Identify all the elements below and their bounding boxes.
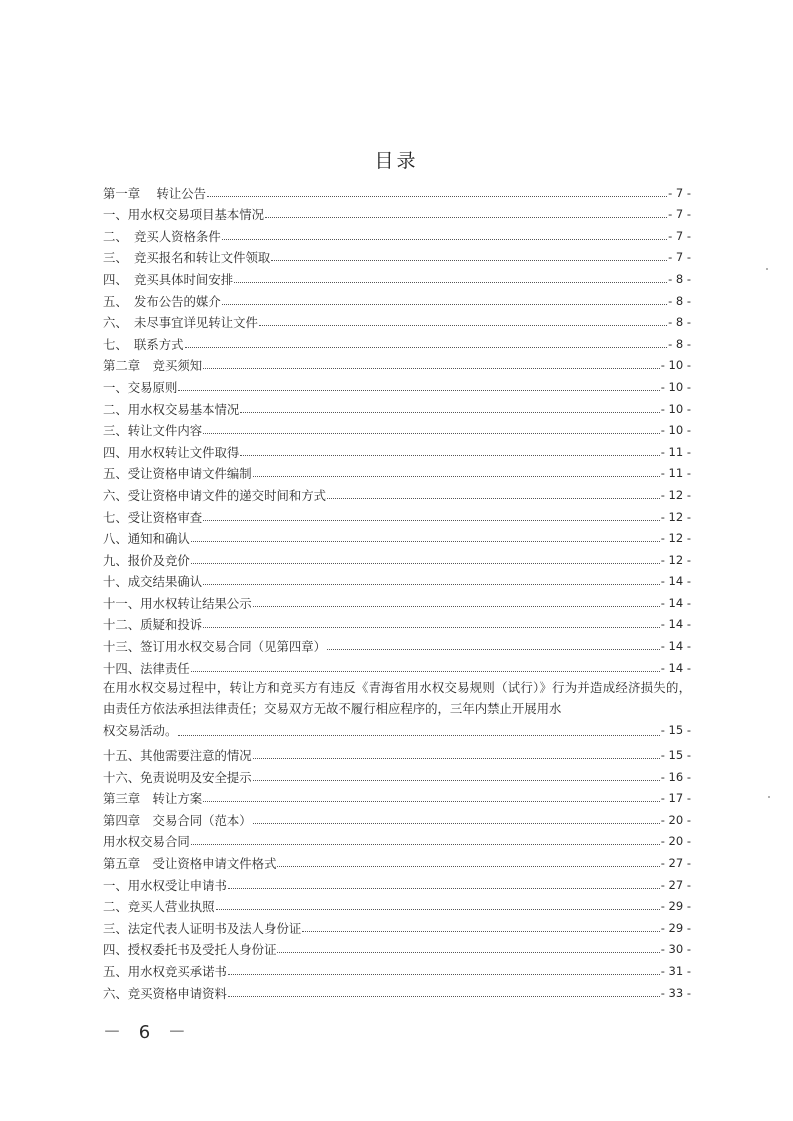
toc-entry-label: 三、 竞买报名和转让文件领取 bbox=[103, 250, 271, 266]
toc-entry-label: 十一、用水权转让结果公示 bbox=[103, 595, 252, 611]
leader-dots bbox=[271, 260, 667, 261]
leader-dots bbox=[277, 952, 659, 953]
toc-entry[interactable] bbox=[103, 373, 691, 395]
toc-entry[interactable] bbox=[103, 179, 691, 201]
paragraph-tail: 权交易活动。 bbox=[103, 722, 178, 738]
toc-entry-page: - 7 - bbox=[668, 207, 691, 222]
toc-entry-page: - 14 - bbox=[660, 574, 691, 589]
leader-dots bbox=[253, 606, 660, 607]
leader-dots bbox=[222, 304, 667, 305]
toc-entry[interactable] bbox=[103, 741, 691, 763]
leader-dots bbox=[191, 671, 660, 672]
leader-dots bbox=[203, 627, 660, 628]
leader-dots bbox=[178, 390, 659, 391]
toc-entry[interactable] bbox=[103, 979, 691, 1001]
leader-dots bbox=[253, 823, 660, 824]
toc-entry-page: - 8 - bbox=[668, 315, 691, 330]
toc-entry-label: 一、用水权受让申请书 bbox=[103, 877, 227, 893]
toc-entry[interactable] bbox=[103, 330, 691, 352]
toc-entry-label: 二、用水权交易基本情况 bbox=[103, 401, 240, 417]
toc-entry-label: 六、竞买资格申请资料 bbox=[103, 985, 227, 1001]
toc-entry-page: - 27 - bbox=[660, 856, 691, 870]
paragraph-text: 在用水权交易过程中，转让方和竞买方有违反《青海省用水权交易规则（试行）》行为并造成经济损失的，由责任方依法承担法律责任；交易双方无故不履行相应程序的，三年内禁止开展用水 bbox=[103, 679, 691, 717]
toc-entry-label: 十六、免责说明及安全提示 bbox=[103, 769, 252, 785]
toc-entry[interactable] bbox=[103, 914, 691, 936]
toc-entry[interactable] bbox=[103, 546, 691, 568]
toc-entry-label: 十二、质疑和投诉 bbox=[103, 617, 203, 633]
toc-entry-label: 五、受让资格申请文件编制 bbox=[103, 466, 252, 482]
toc-entry[interactable] bbox=[103, 222, 691, 244]
leader-dots bbox=[207, 196, 667, 197]
toc-entry[interactable] bbox=[103, 438, 691, 460]
toc-entry-page: - 27 - bbox=[660, 877, 691, 892]
toc-entry-label: 七、 联系方式 bbox=[103, 336, 184, 352]
leader-dots bbox=[203, 520, 660, 521]
toc-entry[interactable] bbox=[103, 957, 691, 979]
toc-entry-page: - 20 - bbox=[660, 834, 691, 849]
toc-entry[interactable] bbox=[103, 503, 691, 525]
leader-dots bbox=[253, 476, 660, 477]
toc-entry-label: 七、受让资格审查 bbox=[103, 509, 203, 525]
toc-entry-page: - 12 - bbox=[660, 552, 691, 567]
leader-dots bbox=[327, 649, 660, 650]
toc-entry[interactable] bbox=[103, 806, 691, 828]
toc-entry-label: 二、竞买人营业执照 bbox=[103, 899, 215, 915]
toc-entry-label: 八、通知和确认 bbox=[103, 531, 190, 547]
toc-entry-page: - 12 - bbox=[660, 531, 691, 546]
toc-entry[interactable] bbox=[103, 632, 691, 654]
toc-entry-label: 六、 未尽事宜详见转让文件 bbox=[103, 315, 258, 331]
leader-dots bbox=[302, 931, 660, 932]
toc-entry[interactable] bbox=[103, 481, 691, 503]
toc-entry[interactable] bbox=[103, 654, 691, 676]
toc-entry-label: 第四章 交易合同（范本） bbox=[103, 812, 252, 828]
leader-dots bbox=[265, 217, 667, 218]
toc-entry-page: - 8 - bbox=[668, 271, 691, 286]
toc-entry-page: - 17 - bbox=[660, 791, 691, 806]
toc-entry-label: 一、交易原则 bbox=[103, 379, 178, 395]
toc-entry-label: 六、受让资格申请文件的递交时间和方式 bbox=[103, 487, 327, 503]
leader-dots bbox=[191, 541, 660, 542]
leader-dots bbox=[253, 758, 660, 759]
table-of-contents bbox=[103, 179, 691, 1001]
toc-entry-label: 五、 发布公告的媒介 bbox=[103, 293, 221, 309]
toc-entry[interactable] bbox=[103, 287, 691, 309]
toc-entry-label: 十五、其他需要注意的情况 bbox=[103, 748, 252, 764]
leader-dots bbox=[203, 368, 660, 369]
toc-entry-page: - 31 - bbox=[660, 963, 691, 978]
toc-entry-label: 五、用水权竞买承诺书 bbox=[103, 963, 227, 979]
toc-entry[interactable] bbox=[103, 936, 691, 958]
toc-entry-label: 第二章 竞买须知 bbox=[103, 358, 203, 374]
leader-dots bbox=[185, 347, 668, 348]
toc-entry-page: - 10 - bbox=[660, 401, 691, 416]
toc-entry[interactable] bbox=[103, 460, 691, 482]
toc-entry[interactable] bbox=[103, 265, 691, 287]
scan-speck bbox=[768, 796, 770, 798]
toc-entry-page: - 33 - bbox=[660, 985, 691, 1000]
leader-dots bbox=[277, 866, 659, 867]
toc-entry[interactable] bbox=[103, 763, 691, 785]
toc-entry-page: - 12 - bbox=[660, 487, 691, 502]
toc-entry-label: 用水权交易合同 bbox=[103, 834, 190, 850]
toc-entry-label: 四、授权委托书及受托人身份证 bbox=[103, 942, 277, 958]
toc-entry[interactable] bbox=[103, 785, 691, 807]
toc-entry-label: 二、 竞买人资格条件 bbox=[103, 228, 221, 244]
leader-dots bbox=[203, 584, 660, 585]
toc-entry-label: 十、成交结果确认 bbox=[103, 574, 203, 590]
toc-entry[interactable] bbox=[103, 568, 691, 590]
toc-entry[interactable] bbox=[103, 525, 691, 547]
toc-entry[interactable] bbox=[103, 589, 691, 611]
toc-entry-page: - 14 - bbox=[660, 617, 691, 632]
toc-entry-page: - 29 - bbox=[660, 899, 691, 914]
toc-entry-page: - 29 - bbox=[660, 920, 691, 935]
toc-entry[interactable] bbox=[103, 352, 691, 374]
leader-dots bbox=[222, 239, 667, 240]
toc-entry[interactable] bbox=[103, 201, 691, 223]
toc-entry-page: - 14 - bbox=[660, 595, 691, 610]
leader-dots bbox=[216, 909, 660, 910]
toc-entry-page: - 16 - bbox=[660, 769, 691, 784]
leader-dots bbox=[178, 735, 659, 736]
toc-entry-page: - 20 - bbox=[660, 812, 691, 827]
scan-speck bbox=[766, 268, 768, 270]
toc-entry-page: - 10 - bbox=[660, 423, 691, 438]
toc-entry-page: - 14 - bbox=[660, 639, 691, 654]
leader-dots bbox=[228, 974, 660, 975]
page-title: 目录 bbox=[374, 150, 419, 172]
leader-dots bbox=[203, 433, 660, 434]
leader-dots bbox=[259, 325, 667, 326]
leader-dots bbox=[253, 780, 660, 781]
toc-entry-page: - 8 - bbox=[668, 293, 691, 308]
leader-dots bbox=[240, 412, 659, 413]
toc-entry-label: 第三章 转让方案 bbox=[103, 791, 203, 807]
toc-entry-label: 三、法定代表人证明书及法人身份证 bbox=[103, 920, 302, 936]
paragraph-page-number: - 15 - bbox=[660, 722, 691, 737]
toc-entry-page: - 15 - bbox=[660, 748, 691, 763]
toc-entry-label: 四、用水权转让文件取得 bbox=[103, 444, 240, 460]
toc-entry-label: 十三、签订用水权交易合同（见第四章） bbox=[103, 639, 327, 655]
toc-entry-page: - 7 - bbox=[668, 250, 691, 265]
toc-entry-page: - 30 - bbox=[660, 942, 691, 957]
toc-entry-page: - 11 - bbox=[660, 444, 691, 459]
toc-entry[interactable] bbox=[103, 828, 691, 850]
toc-entry[interactable] bbox=[103, 611, 691, 633]
leader-dots bbox=[191, 844, 660, 845]
toc-entry-label: 九、报价及竞价 bbox=[103, 552, 190, 568]
toc-entry[interactable] bbox=[103, 417, 691, 439]
toc-entry-page: - 10 - bbox=[660, 358, 691, 373]
leader-dots bbox=[191, 563, 660, 564]
toc-entry[interactable] bbox=[103, 244, 691, 266]
toc-entry-label: 一、用水权交易项目基本情况 bbox=[103, 207, 265, 223]
toc-paragraph-entry bbox=[103, 676, 691, 742]
page-number: － 6 － bbox=[103, 1022, 192, 1043]
toc-entry-page: - 12 - bbox=[660, 509, 691, 524]
toc-entry-page: - 10 - bbox=[660, 379, 691, 394]
toc-entry-label: 第一章 转让公告 bbox=[103, 185, 207, 201]
toc-entry[interactable] bbox=[103, 309, 691, 331]
toc-entry-label: 第五章 受让资格申请文件格式 bbox=[103, 856, 277, 871]
toc-entry-page: - 14 - bbox=[660, 660, 691, 675]
toc-entry-page: - 7 - bbox=[668, 228, 691, 243]
leader-dots bbox=[240, 455, 659, 456]
leader-dots bbox=[234, 282, 667, 283]
leader-dots bbox=[228, 888, 660, 889]
toc-entry-label: 十四、法律责任 bbox=[103, 660, 190, 676]
leader-dots bbox=[327, 498, 660, 499]
toc-entry-label: 三、转让文件内容 bbox=[103, 423, 203, 439]
toc-entry[interactable] bbox=[103, 871, 691, 893]
toc-entry[interactable] bbox=[103, 893, 691, 915]
leader-dots bbox=[228, 996, 660, 997]
toc-entry-page: - 7 - bbox=[668, 185, 691, 200]
toc-entry[interactable] bbox=[103, 395, 691, 417]
toc-entry[interactable] bbox=[103, 849, 691, 871]
leader-dots bbox=[203, 801, 660, 802]
toc-entry-label: 四、 竞买具体时间安排 bbox=[103, 271, 234, 287]
toc-entry-page: - 8 - bbox=[668, 336, 691, 351]
toc-entry-page: - 11 - bbox=[660, 466, 691, 481]
